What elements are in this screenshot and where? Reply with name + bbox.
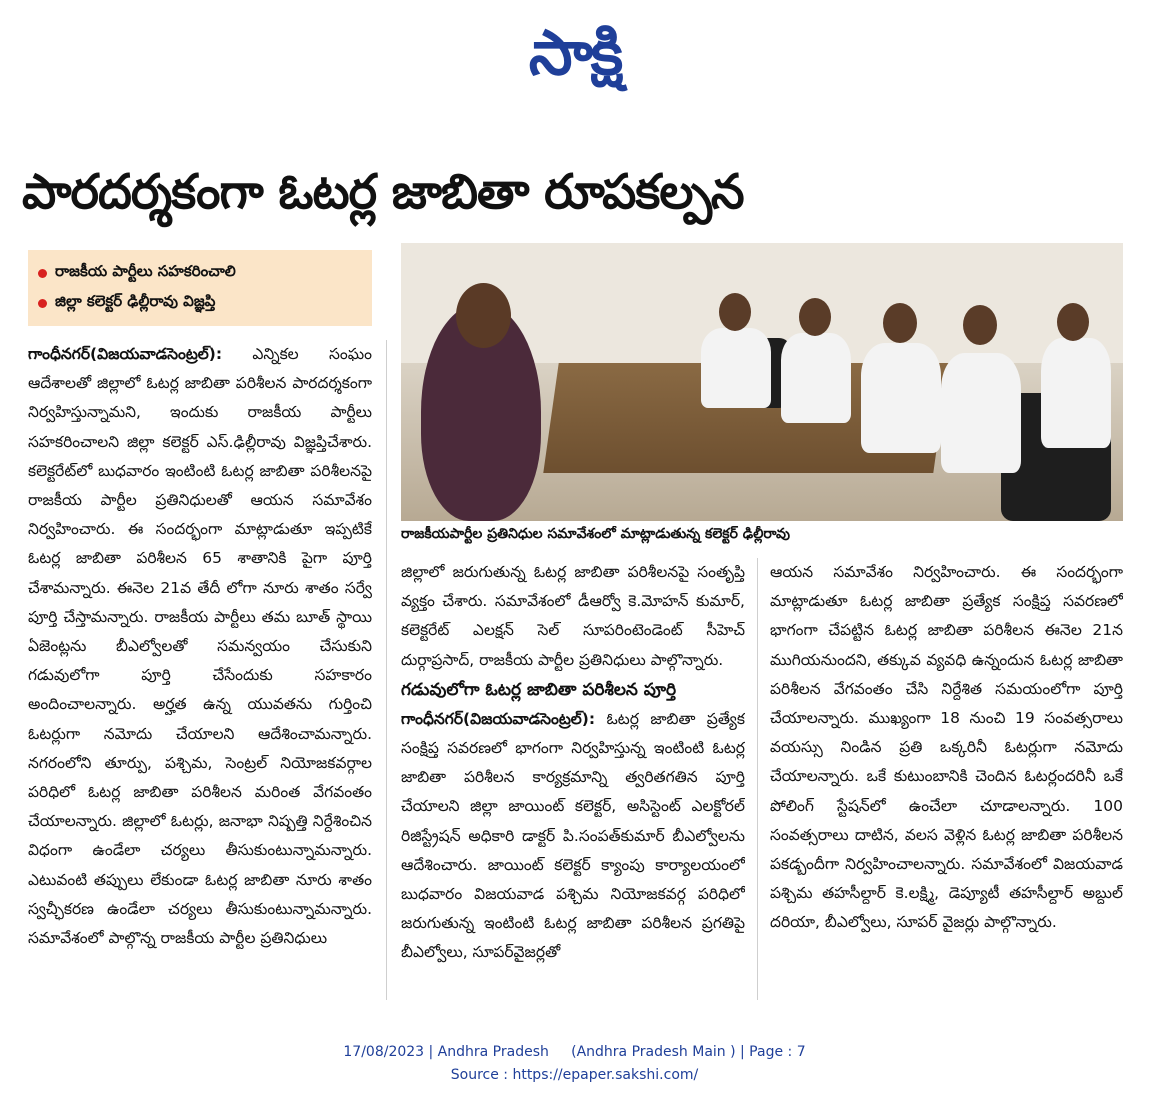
highlights-box xyxy=(28,250,372,326)
column-divider xyxy=(386,340,387,1000)
highlight-item xyxy=(38,288,362,318)
logo-text: సాక్షి xyxy=(528,15,622,89)
news-photo xyxy=(401,243,1123,521)
dateline: గాంధీనగర్(విజయవాడసెంట్రల్): xyxy=(401,709,596,728)
body-text: ఓటర్ల జాబితా ప్రత్యేక సంక్షిప్త సవరణలో భాగంగా నిర్వహిస్తున్న ఇంటింటి ఓటర్ల జాబితా పరిశీలన కార్యక్రమాన్ని త్వరితగతిన పూర్తి చేయాలని జిల్లా జాయింట్ కలెక్టర్, అసిస్టెంట్ ఎలక్టోరల్ రిజిస్ట్రేషన్ అధికారి డాక్టర్ పి.సంపత్‌కుమార్ బీఎల్వోలను ఆదేశించారు. జాయింట్ కలెక్టర్ క్యాంపు కార్యాలయంలో బుధవారం విజయవాడ పశ్చిమ నియోజకవర్గ పరిధిలో జరుగుతున్న ఇంటింటి ఓటర్ల జాబితా పరిశీలన ప్రగతిపై బీఎల్వోలు, సూపర్‌వైజర్లతో xyxy=(401,709,745,962)
source-label: Source : xyxy=(450,1067,513,1083)
highlight-text: రాజకీయ పార్టీలు సహకరించాలి xyxy=(55,262,236,280)
body-text: ఆయన సమావేశం నిర్వహించారు. ఈ సందర్భంగా మాట్లాడుతూ ఓటర్ల జాబితా ప్రత్యేక సంక్షిప్త సవరణలో భాగంగా చేపట్టిన ఓటర్ల జాబితా పరిశీలన ఈనెల 21న ముగియనుందని, తక్కువ వ్యవధి ఉన్నందున ఓటర్ల జాబితా పరిశీలన వేగవంతం చేసి నిర్దేశిత సమయంలోగా పూర్తి చేయాలన్నారు. ముఖ్యంగా 18 నుంచి 19 సంవత్సరాలు వయస్సు నిండిన ప్రతి ఒక్కరినీ ఓటర్లుగా నమోదు చేయాలన్నారు. ఒకే కుటుంబానికి చెందిన ఓటర్లందరినీ ఒకే పోలింగ్ స్టేషన్‌లో ఉంచేలా చూడాలన్నారు. 100 సంవత్సరాలు దాటిన, వలస వెళ్లిన ఓటర్ల జాబితా పరిశీలన పకడ్బందీగా నిర్వహించాలన్నారు. సమావేశంలో విజయవాడ పశ్చిమ తహసీల్దార్ కె.లక్ష్మి, డెప్యూటీ తహసీల్దార్ అబ్దుల్ దరియా, బీఎల్వోలు, సూపర్ వైజర్లు పాల్గొన్నారు. xyxy=(770,563,1123,932)
bullet-icon xyxy=(38,269,47,278)
body-text: జిల్లాలో జరుగుతున్న ఓటర్ల జాబితా పరిశీలనపై సంతృప్తి వ్యక్తం చేశారు. సమావేశంలో డీఆర్వో కె.మోహన్ కుమార్, కలెక్టరేట్ ఎలక్షన్ సెల్ సూపరింటెండెంట్ సీహెచ్ దుర్గాప్రసాద్, రాజకీయ పార్టీల ప్రతినిధులు పాల్గొన్నారు. xyxy=(401,563,745,669)
highlight-item xyxy=(38,258,362,288)
article-column-middle xyxy=(401,558,745,1000)
footer xyxy=(0,1041,1149,1087)
highlight-text: జిల్లా కలెక్టర్ ఢిల్లీరావు విజ్ఞప్తి xyxy=(55,292,216,310)
article-column-left xyxy=(28,340,372,1000)
headline: పారదర్శకంగా ఓటర్ల జాబితా రూపకల్పన xyxy=(22,164,744,220)
subheading: గడువులోగా ఓటర్ల జాబితా పరిశీలన పూర్తి xyxy=(401,679,677,700)
body-text: ఎన్నికల సంఘం ఆదేశాలతో జిల్లాలో ఓటర్ల జాబితా పరిశీలన పారదర్శకంగా నిర్వహిస్తున్నామని, ఇందుకు రాజకీయ పార్టీలు సహకరించాలని జిల్లా కలెక్టర్ ఎస్.ఢిల్లీరావు విజ్ఞప్తిచేశారు. కలెక్టరేట్‌లో బుధవారం ఇంటింటి ఓటర్ల జాబితా పరిశీలనపై రాజకీయ పార్టీల ప్రతినిధులతో ఆయన సమావేశం నిర్వహించారు. ఈ సందర్భంగా మాట్లాడుతూ ఇప్పటికే ఓటర్ల జాబితా పరిశీలన 65 శాతానికి పైగా పూర్తి చేశామన్నారు. ఈనెల 21వ తేదీ లోగా నూరు శాతం సర్వే పూర్తి చేస్తామన్నారు. రాజకీయ పార్టీలు తమ బూత్ స్థాయి ఏజెంట్లను బీఎల్వోలతో సమన్వయం చేసుకుని గడువులోగా పూర్తి చేసేందుకు సహకారం అందించాలన్నారు. అర్హత ఉన్న యువతను గుర్తించి ఓటర్లుగా నమోదు చేయాలని ఆదేశించామన్నారు. నగరంలోని తూర్పు, పశ్చిమ, సెంట్రల్ నియోజకవర్గాల పరిధిలో ఓటర్ల జాబితా పరిశీలన మరింత వేగవంతం చేయాలన్నారు. జిల్లాలో ఓటర్లు, జనాభా నిష్పత్తి నిర్దేశించిన విధంగా ఉండేలా చర్యలు తీసుకుంటున్నామన్నారు. ఎటువంటి తప్పులు లేకుండా ఓటర్ల జాబితా నూరు శాతం స్వచ్ఛీకరణ ఉండేలా చర్యలు తీసుకుంటున్నామన్నారు. సమావేశంలో పాల్గొన్న రాజకీయ పార్టీల ప్రతినిధులు xyxy=(28,345,372,948)
source-link[interactable]: https://epaper.sakshi.com/ xyxy=(512,1067,699,1083)
dateline: గాంధీనగర్(విజయవాడసెంట్రల్): xyxy=(28,345,223,363)
article-column-right xyxy=(770,558,1123,1000)
column-divider xyxy=(757,558,758,1000)
footer-source-line xyxy=(0,1064,1149,1087)
newspaper-logo xyxy=(470,12,680,107)
photo-caption: రాజకీయపార్టీల ప్రతినిధుల సమావేశంలో మాట్లాడుతున్న కలెక్టర్ ఢిల్లీరావు xyxy=(401,526,791,542)
footer-edition-line: 17/08/2023 | Andhra Pradesh (Andhra Pradesh Main ) | Page : 7 xyxy=(343,1044,806,1060)
bullet-icon xyxy=(38,299,47,308)
